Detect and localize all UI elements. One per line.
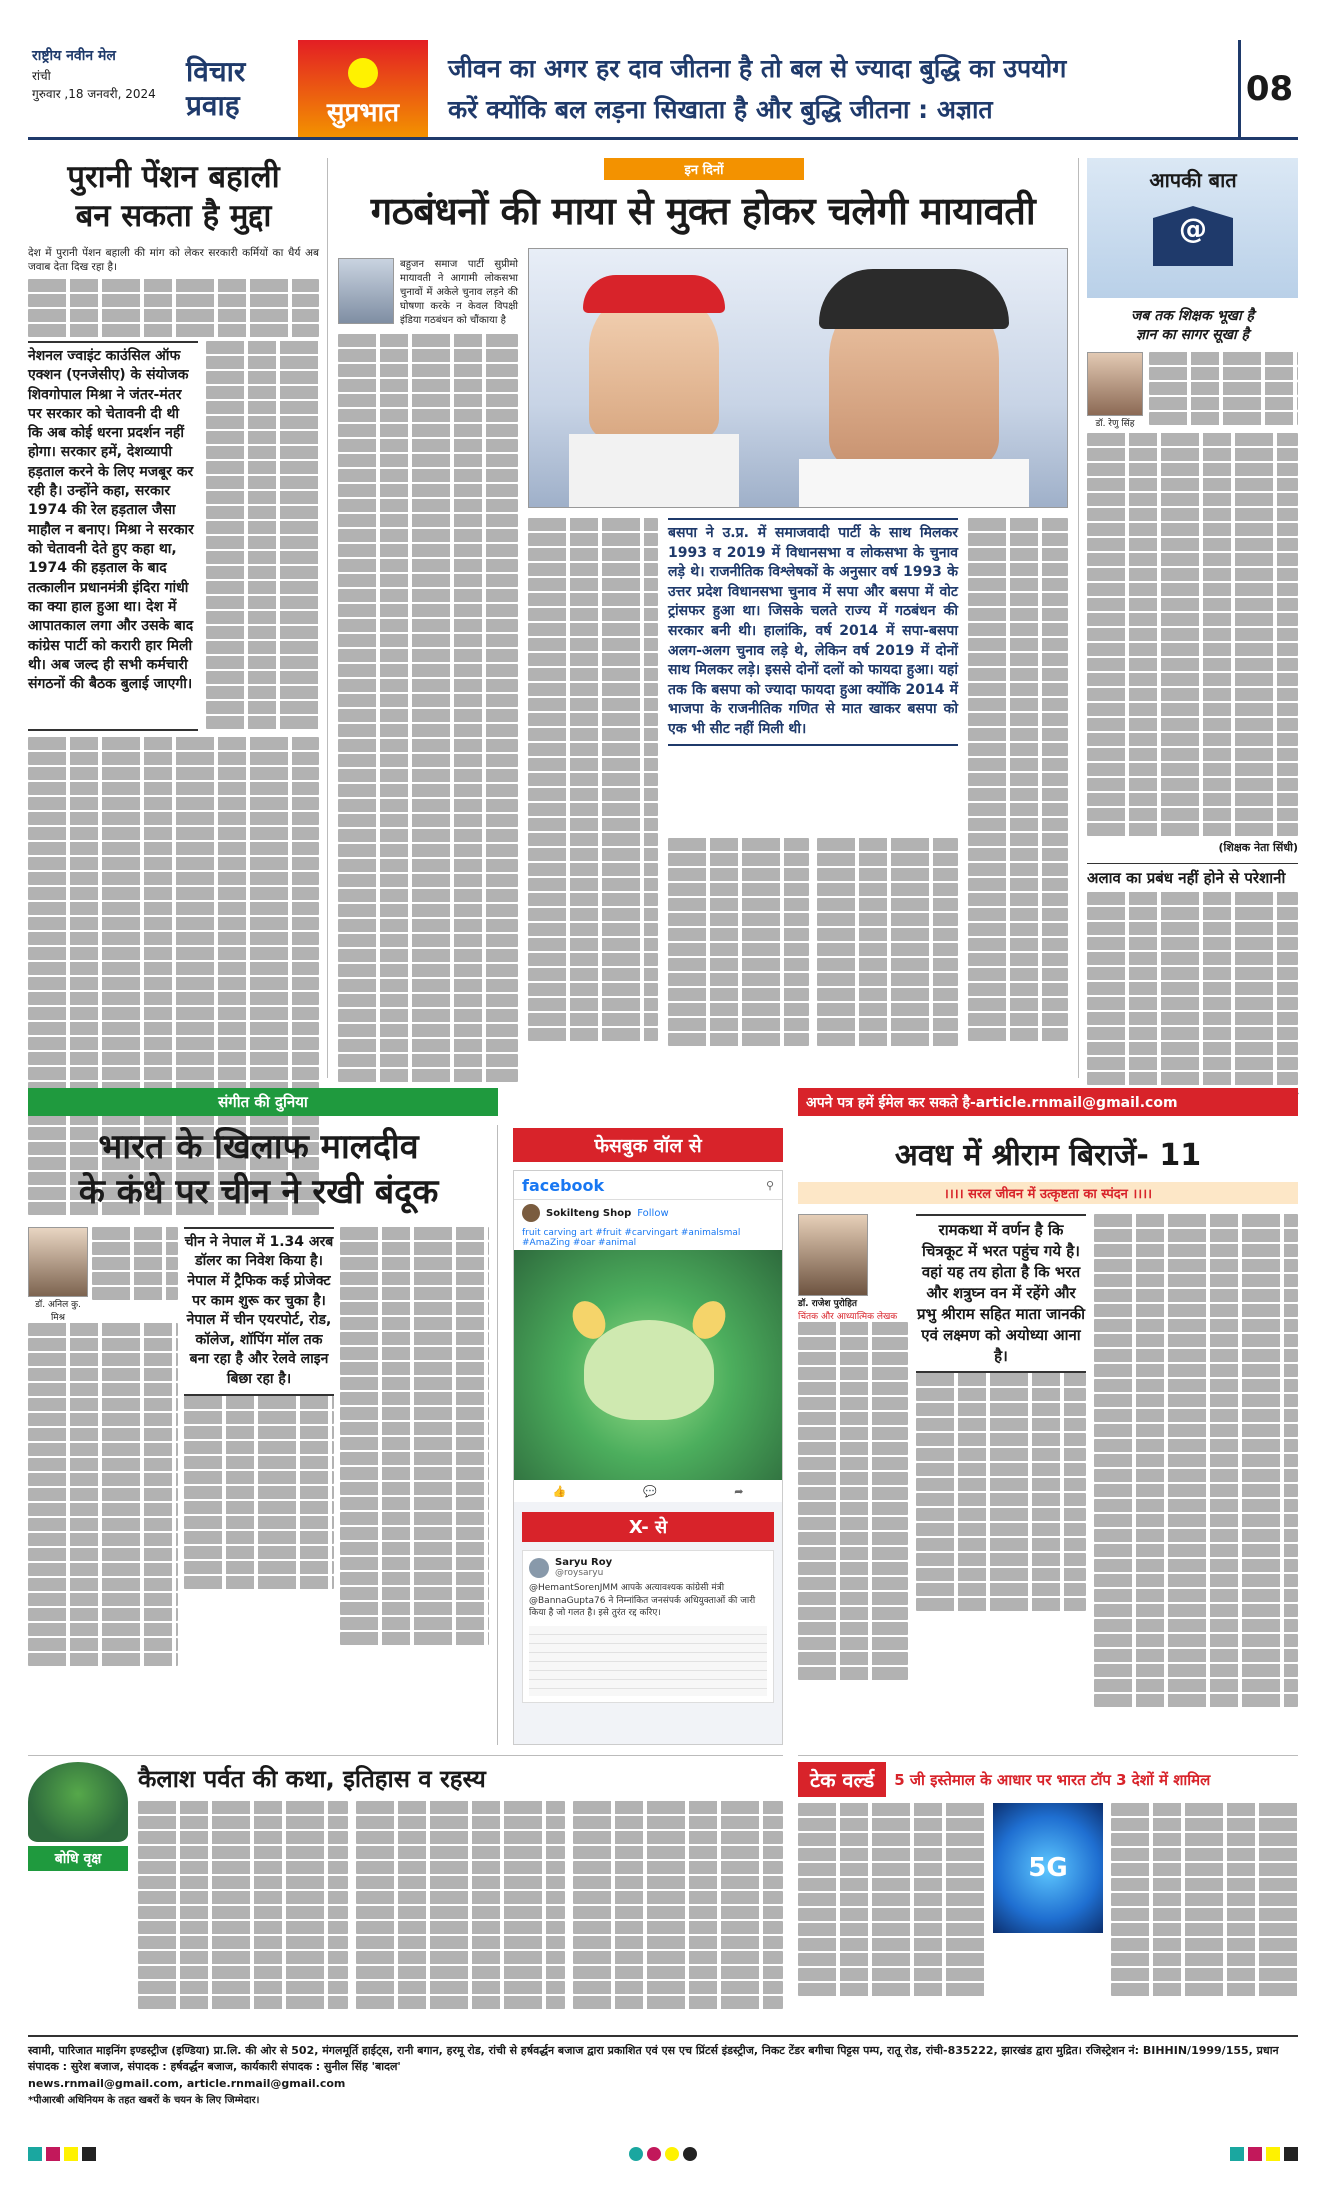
follow-link[interactable]: Follow (637, 1207, 669, 1219)
x-user-name: Saryu Roy (555, 1557, 613, 1568)
section-line2: प्रवाह (186, 88, 240, 122)
suprabhat-label: सुप्रभात (326, 98, 400, 128)
author-photo (338, 258, 394, 324)
aapki-baat-quote-line2: ज्ञान का सागर सूखा है (1136, 327, 1249, 343)
yellow-swatch (64, 2147, 78, 2161)
city: रांची (32, 69, 51, 83)
letter-author-caption: डॉ. रेणु सिंह (1095, 419, 1135, 429)
facebook-wall (513, 1170, 783, 1745)
quote-line1: जीवन का अगर हर दाव जीतना है तो बल से ज्यादा बुद्धि का उपयोग (448, 54, 1067, 83)
x-post (522, 1550, 774, 1703)
cyan-swatch-right (1230, 2147, 1244, 2161)
cyan-swatch (28, 2147, 42, 2161)
awadh-headline: अवध में श्रीराम बिराजें- 11 (894, 1138, 1202, 1173)
hair-shape (819, 269, 1009, 329)
maldives-author-photo (28, 1227, 88, 1297)
post-actions (514, 1480, 782, 1502)
pension-article (28, 158, 328, 1078)
page-name: Sokilteng Shop (546, 1207, 632, 1219)
tech-headline: 5 जी इस्तेमाल के आधार पर भारत टॉप 3 देशों में शामिल (894, 1770, 1211, 1789)
paper-name: राष्ट्रीय नवीन मेल (32, 48, 116, 64)
letter-author-photo (1087, 352, 1143, 416)
indino-byline: बहुजन समाज पार्टी सुप्रीमो मायावती ने आगामी लोकसभा चुनावों में अकेले चुनाव लड़ने की घोषणा करके न केवल विपक्षी इंडिया गठबंधन को चौंकाया है (400, 259, 518, 326)
footer-note: *पीआरबी अधिनियम के तहत खबरों के चयन के लिए जिम्मेदार। (28, 2094, 260, 2106)
newspaper-page (28, 40, 1298, 2170)
bodhi-tree-icon (28, 1762, 128, 1842)
maldives-author-caption: डॉ. अनिल कु. मिश्र (35, 1299, 81, 1323)
sangeet-band: संगीत की दुनिया (28, 1088, 498, 1116)
sun-icon (348, 58, 378, 88)
registration-marks (28, 2145, 1298, 2163)
five-g-image: 5G (993, 1803, 1103, 1933)
leader-left-kurta (569, 434, 739, 508)
black-swatch (82, 2147, 96, 2161)
pension-pull-quote: नेशनल ज्वाइंट काउंसिल ऑफ एक्शन (एनजेसीए) के संयोजक शिवगोपाल मिश्रा ने जंतर-मंतर पर सरकार को चेतावनी दी थी कि अब कोई धरना प्रदर्शन नहीं होगा। सरकार हमें, देशव्यापी हड़ताल करने के लिए मजबूर कर रही है। उन्होंने कहा, सरकार 1974 की रेल हड़ताल जैसा माहौल न बनाए। मिश्रा ने सरकार को चेतावनी देते हुए कहा था, 1974 की हड़ताल के बाद तत्कालीन प्रधानमंत्री इंदिरा गांधी का क्या हाल हुआ था। देश में आपातकाल लगा और उसके बाद कांग्रेस पार्टी को करारी हार मिली थी। अब जल्द ही सभी कर्मचारी संगठनों की बैठक बुलाई जाएगी। (28, 341, 198, 731)
black-dot (683, 2147, 697, 2161)
footer-imprint: स्वामी, पारिजात माइनिंग इण्डस्ट्रीज (इण्डिया) प्रा.लि. की ओर से 502, मंगलमूर्ति हाईट्स, रानी बगान, हरमू रोड, रांची से हर्षवर्द्धन बजाज द्वारा प्रकाशित एवं एस एच प्रिंटर्स इंडस्ट्रीज, निकट टेंडर बगीचा पिट्टस पम्प, रातू रोड, रांची-835222, झारखंड द्वारा मुद्रित। रजिस्ट्रेशन नं: BIHHIN/1999/155, प्रधान संपादक : सुरेश बजाज, संपादक : हर्षवर्द्धन बजाज, कार्यकारी संपादक : सुनील सिंह 'बादल' (28, 2044, 1279, 2073)
search-icon: ⚲ (765, 1178, 774, 1192)
pension-headline (28, 158, 319, 236)
pension-lead: देश में पुरानी पेंशन बहाली की मांग को लेकर सरकारी कर्मियों का धैर्य अब जवाब देता दिख रहा है। (28, 246, 319, 274)
x-user-avatar (529, 1558, 549, 1578)
magenta-swatch (46, 2147, 60, 2161)
leader-right-dress (799, 459, 1029, 508)
fruit-carving-image (514, 1250, 782, 1480)
comment-icon[interactable]: 💬 (643, 1484, 658, 1498)
post-text: fruit carving art #fruit #carvingart #animalsmal #AmaZing #oar #animal (514, 1226, 782, 1250)
footer-imprint-block (28, 2035, 1298, 2135)
kailash-headline: कैलाश पर्वत की कथा, इतिहास व रहस्य (138, 1765, 486, 1793)
facebook-logo: facebook (522, 1175, 605, 1195)
indino-tag: इन दिनों (604, 158, 804, 180)
masthead-info (28, 40, 178, 137)
quote-line2: करें क्योंकि बल लड़ना सिखाता है और बुद्धि जीतना : अज्ञात (448, 95, 993, 125)
section-brand (178, 40, 298, 137)
yellow-dot (665, 2147, 679, 2161)
indino-article (338, 158, 1068, 1078)
pension-headline-line1: पुरानी पेंशन बहाली (67, 159, 280, 195)
letter-signoff: (शिक्षक नेता सिंधी) (1218, 841, 1298, 854)
ox-carving-shape (584, 1320, 714, 1420)
like-icon[interactable]: 👍 (552, 1484, 567, 1498)
cyan-dot (629, 2147, 643, 2161)
awadh-author-caption: डॉ. राजेश पुरोहित (798, 1299, 858, 1309)
indino-pull-quote: बसपा ने उ.प्र. में समाजवादी पार्टी के साथ मिलकर 1993 व 2019 में विधानसभा व लोकसभा के चुनाव लड़े थे। राजनीतिक विश्लेषकों के अनुसार वर्ष 1993 के उत्तर प्रदेश विधानसभा चुनाव में सपा और बसपा में वोट ट्रांसफर हुआ था। जिसके चलते राज्य में गठबंधन की सरकार बनी थी। हालांकि, वर्ष 2014 में सपा-बसपा अलग-अलग चुनाव लड़े थे, लेकिन वर्ष 2019 में दोनों साथ मिलकर लड़े। इससे दोनों दलों को फायदा हुआ। यहां तक कि बसपा को ज्यादा फायदा हुआ क्योंकि 2014 में भाजपा के राजनीतिक गणित से मात खाकर बसपा को एक भी सीट नहीं मिली थी। (668, 518, 958, 746)
at-sign-icon: @ (1179, 212, 1207, 245)
maldives-headline (28, 1125, 489, 1215)
x-band: X- से (522, 1512, 774, 1542)
black-swatch-right (1284, 2147, 1298, 2161)
magenta-swatch-right (1248, 2147, 1262, 2161)
bodhi-tag: बोधि वृक्ष (28, 1846, 128, 1871)
facebook-band: फेसबुक वॉल से (513, 1128, 783, 1162)
maldives-headline-line1: भारत के खिलाफ मालदीव (98, 1127, 419, 1167)
aapki-baat-quote (1087, 306, 1298, 344)
aapki-baat (1078, 158, 1298, 1078)
maldives-pull-quote: चीन ने नेपाल में 1.34 अरब डॉलर का निवेश किया है। नेपाल में ट्रैफिक कई प्रोजेक्ट पर काम शुरू कर चुका है। नेपाल में चीन एयरपोर्ट, रोड, कॉलेज, शॉपिंग मॉल तक बना रहा है और रेलवे लाइन बिछा रहा है। (184, 1227, 334, 1396)
red-cap-shape (583, 275, 725, 313)
tech-band: टेक वर्ल्ड (798, 1762, 886, 1797)
x-post-text: @HemantSorenJMM आपके अत्यावश्यक कांग्रेसी मंत्री @BannaGupta76 ने निम्नांकित जनसंपर्क अधियुक्ताओं की जारी किया है जो गलत है। इसे तुरंत रद्द करिए। (529, 1583, 756, 1619)
section-line1: विचार (186, 54, 246, 88)
awadh-author-role: चिंतक और आध्यात्मिक लेखक (798, 1312, 898, 1322)
email-band: अपने पत्र हमें ईमेल कर सकते है-article.rnmail@gmail.com (798, 1088, 1298, 1116)
pension-headline-line2: बन सकता है मुद्दा (75, 197, 272, 234)
awadh-pull-quote: रामकथा में वर्णन है कि चित्रकूट में भरत पहुंच गये है। वहां यह तय होता है कि भरत और शत्रुघ्न वन में रहेंगे और प्रभु श्रीराम सहित माता जानकी एवं लक्ष्मण को अयोध्या आना है। (916, 1214, 1086, 1373)
indino-headline: गठबंधनों की माया से मुक्त होकर चलेगी मायावती (370, 189, 1036, 233)
maldives-headline-line2: के कंधे पर चीन ने रखी बंदूक (78, 1171, 439, 1212)
footer-email: news.rnmail@gmail.com, article.rnmail@gmail.com (28, 2076, 346, 2090)
kailash-article (28, 1755, 783, 2025)
masthead-quote (428, 40, 1238, 137)
tech-article (798, 1755, 1298, 2025)
magenta-dot (647, 2147, 661, 2161)
aapki-baat-quote-line1: जब तक शिक्षक भूखा है (1131, 308, 1254, 324)
awadh-subhead: ।।।। सरल जीवन में उत्कृष्टता का स्पंदन ।।।। (798, 1182, 1298, 1204)
awadh-author-photo (798, 1214, 868, 1296)
letter-sub-headline: अलाव का प्रबंध नहीं होने से परेशानी (1087, 863, 1298, 888)
share-icon[interactable]: ➦ (734, 1484, 744, 1498)
page-number: 08 (1238, 40, 1298, 137)
awadh-article (798, 1125, 1298, 1745)
leaders-photo (528, 248, 1068, 508)
x-user-handle: @roysaryu (555, 1568, 604, 1578)
maldives-article (28, 1125, 498, 1745)
issue-date: गुरुवार ,18 जनवरी, 2024 (32, 87, 156, 101)
suprabhat-banner (298, 40, 428, 137)
page-avatar (522, 1204, 540, 1222)
masthead (28, 40, 1298, 140)
aapki-baat-header: आपकी बात (1149, 168, 1237, 192)
aapki-baat-banner (1087, 158, 1298, 298)
yellow-swatch-right (1266, 2147, 1280, 2161)
x-attached-document (529, 1626, 767, 1696)
